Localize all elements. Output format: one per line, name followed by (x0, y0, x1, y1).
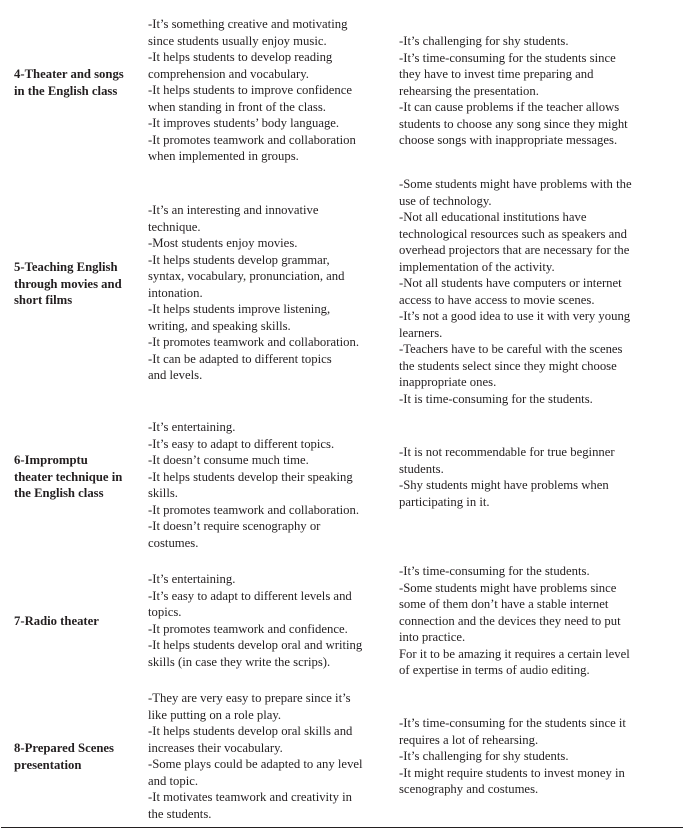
topic-cell: 4-Theater and songs in the English class (14, 67, 124, 98)
topic-cell: 7-Radio theater (14, 614, 99, 628)
table-bottom-rule (1, 827, 683, 828)
topic-cell: 8-Prepared Scenes presentation (14, 741, 114, 772)
disadvantages-cell: -It’s challenging for shy students. -It’s time-consuming for the students since they have to invest time preparing and rehearsing the presentation. -It can cause problems if the teacher allows students to choose any song since they might choose songs with inappropriate messages. (399, 34, 628, 147)
disadvantages-cell: -Some students might have problems with the use of technology. -Not all educational institutions have technological resources such as speakers and overhead projectors that are necessary for the implementation of the activity. -Not all students have computers or internet access to have access to movie scenes. -It’s not a good idea to use it with very young learners. -Teachers have to be careful with the scenes the students select since they might choose inappropriate ones. -It is time-consuming for the students. (399, 177, 632, 406)
advantages-cell: -It’s an interesting and innovative technique. -Most students enjoy movies. -It helps students develop grammar, syntax, vocabulary, pronunciation, and intonation. -It helps students improve listening, writing, and speaking skills. -It promotes teamwork and collaboration. -It can be adapted to different topics and levels. (148, 203, 360, 382)
topic-cell: 5-Teaching English through movies and short films (14, 260, 122, 307)
topic-cell: 6-Impromptu theater technique in the English class (14, 453, 123, 500)
advantages-cell: -They are very easy to prepare since it’s like putting on a role play. -It helps students develop oral skills and increases their vocabulary. -Some plays could be adapted to any level and topic. -It motivates teamwork and creativity in the students. (148, 691, 363, 821)
disadvantages-cell: -It’s time-consuming for the students since it requires a lot of rehearsing. -It’s challenging for shy students. -It might require students to invest money in scenography and costumes. (399, 716, 626, 796)
advantages-cell: -It’s entertaining. -It’s easy to adapt to different topics. -It doesn’t consume much time. -It helps students develop their speaking skills. -It promotes teamwork and collaboration. -It doesn’t require scenography or costumes. (148, 420, 360, 550)
disadvantages-cell: -It’s time-consuming for the students. -Some students might have problems since some of them don’t have a stable internet connection and the devices they need to put into practice. For it to be amazing it requires a certain level of expertise in terms of audio editing. (399, 564, 630, 677)
advantages-cell: -It’s entertaining. -It’s easy to adapt to different levels and topics. -It promotes teamwork and confidence. -It helps students develop oral and writing skills (in case they write the scrips). (148, 572, 363, 669)
advantages-cell: -It’s something creative and motivating since students usually enjoy music. -It helps students to develop reading comprehension and vocabulary. -It helps students to improve confidence when standing in front of the class. -It improves students’ body language. -It promotes teamwork and collaboration when implemented in groups. (148, 17, 356, 163)
disadvantages-cell: -It is not recommendable for true beginner students. -Shy students might have problems when participating in it. (399, 445, 615, 509)
